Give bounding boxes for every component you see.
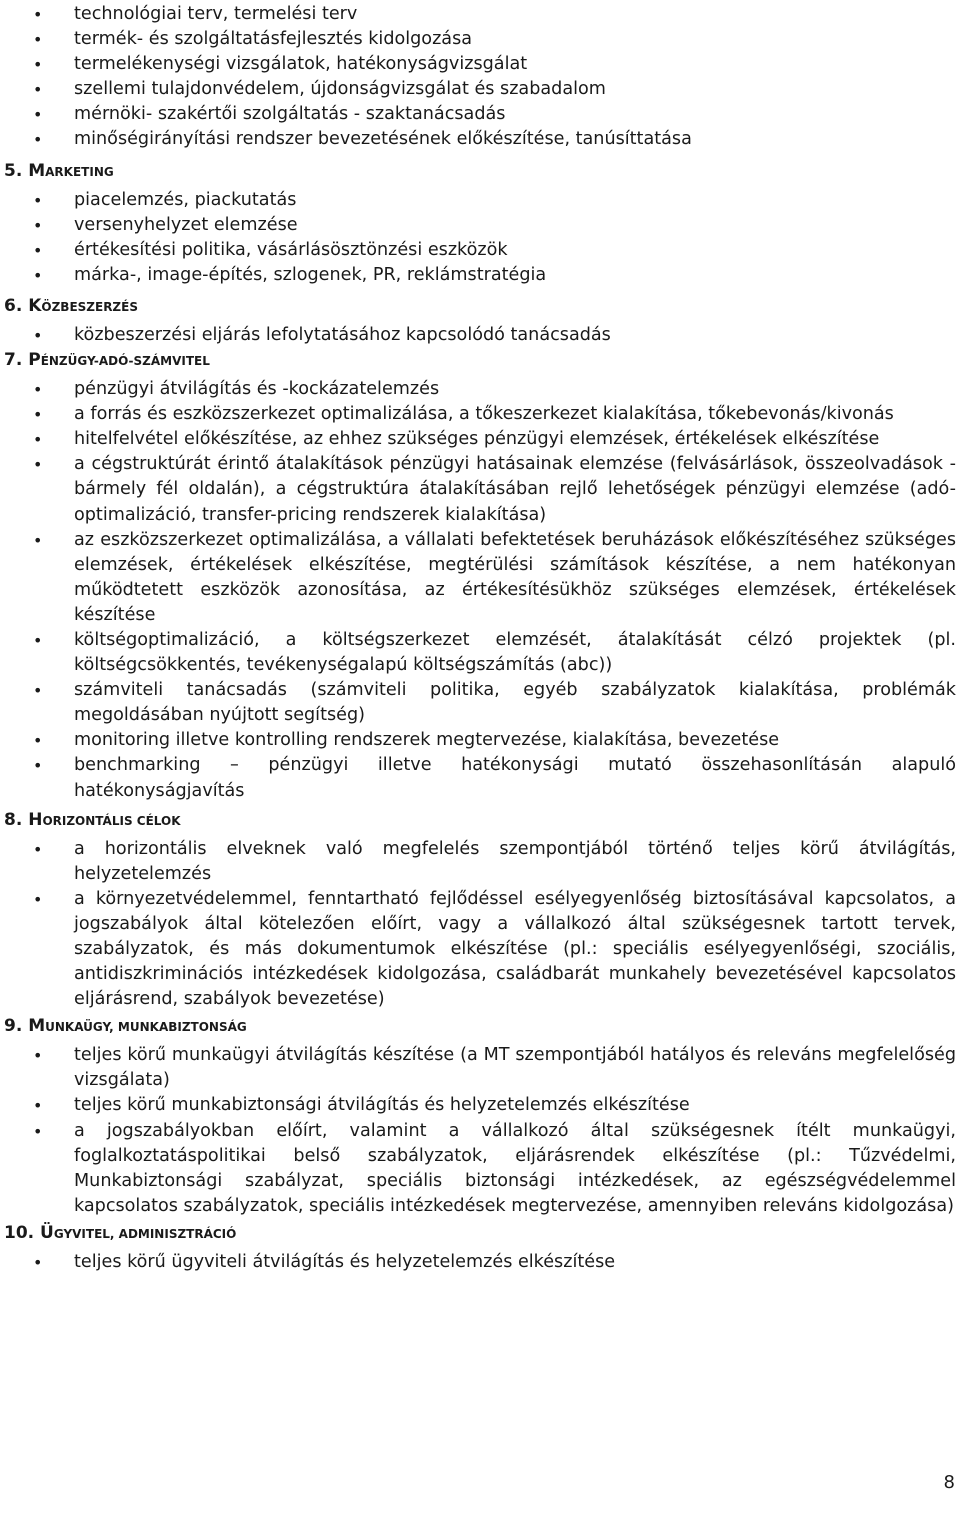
bullet-icon: [33, 1119, 42, 1144]
section-heading: 10. ÜGYVITEL, ADMINISZTRÁCIÓ: [4, 1222, 237, 1243]
list-item: • versenyhelyzet elemzése: [0, 213, 960, 238]
bullet-icon: [33, 452, 42, 477]
bullet-icon: [33, 1043, 42, 1068]
section-list: [0, 323, 960, 348]
list-item: • pénzügyi átvilágítás és -kockázatelemzés: [0, 377, 960, 402]
list-item: • termelékenységi vizsgálatok, hatékonyságvizsgálat: [0, 52, 960, 77]
bullet-icon: [33, 27, 42, 52]
bullet-icon: [33, 323, 42, 348]
bullet-icon: [33, 2, 42, 27]
section-heading: 6. KÖZBESZERZÉS: [4, 295, 138, 316]
list-item: • költségoptimalizáció, a költségszerkezet elemzését, átalakítását célzó projektek (pl. költségcsökkentés, tevékenységalapú költségszámítás (abc)): [0, 628, 960, 678]
list-item: • számviteli tanácsadás (számviteli politika, egyéb szabályzatok kialakítása, problémák megoldásában nyújtott segítség): [0, 678, 960, 728]
bullet-icon: [33, 238, 42, 263]
list-item: • a cégstruktúrát érintő átalakítások pénzügyi hatásainak elemzése (felvásárlások, összeolvadások - bármely fél oldalán), a cégstruktúra átalakításában rejlő lehetőségek pénzügyi elemzése (adó-optimalizáció, transfer-pricing rendszerek kialakítása): [0, 452, 960, 527]
bullet-icon: [33, 678, 42, 703]
list-item: • termék- és szolgáltatásfejlesztés kidolgozása: [0, 27, 960, 52]
list-item: • piacelemzés, piackutatás: [0, 188, 960, 213]
list-item: • technológiai terv, termelési terv: [0, 2, 960, 27]
bullet-icon: [33, 52, 42, 77]
section-list: [0, 1250, 960, 1275]
bullet-icon: [33, 528, 42, 553]
list-item: • a környezetvédelemmel, fenntartható fejlődéssel esélyegyenlőség biztosításával kapcsolatos, a jogszabályok által kötelezően előírt, vagy a vállalkozó által szükségesnek tartott tervek, szabályzatok, és más dokumentumok elkészítése (pl.: speciális esélyegyenlőségi, szociális, antidiszkriminációs intézkedések kidolgozása, családbarát munkahely bevezetésével kapcsolatos eljárásrend, szabályok bevezetése): [0, 887, 960, 1012]
list-item: • teljes körű munkaügyi átvilágítás készítése (a MT szempontjából hatályos és releváns megfelelőség vizsgálata): [0, 1043, 960, 1093]
list-item: • monitoring illetve kontrolling rendszerek megtervezése, kialakítása, bevezetése: [0, 728, 960, 753]
bullet-icon: [33, 188, 42, 213]
bullet-icon: [33, 837, 42, 862]
bullet-icon: [33, 753, 42, 778]
bullet-icon: [33, 887, 42, 912]
list-item: • teljes körű ügyviteli átvilágítás és helyzetelemzés elkészítése: [0, 1250, 960, 1275]
section-heading: 8. HORIZONTÁLIS CÉLOK: [4, 809, 181, 830]
section-heading: 5. MARKETING: [4, 160, 114, 181]
bullet-icon: [33, 213, 42, 238]
list-item: • benchmarking – pénzügyi illetve hatékonysági mutató összehasonlításán alapuló hatékonyságjavítás: [0, 753, 960, 803]
list-item: • az eszközszerkezet optimalizálása, a vállalati befektetések beruházások előkészítéséhez szükséges elemzések, értékelések elkészítése, megtérülési számítások készítése, a nem hatékonyan működtetett eszközök azonosítása, az értékesítésükhöz szükséges elemzések, értékelések készítése: [0, 528, 960, 628]
section-list: [0, 1043, 960, 1219]
bullet-icon: [33, 402, 42, 427]
bullet-icon: [33, 728, 42, 753]
bullet-icon: [33, 377, 42, 402]
list-item: • közbeszerzési eljárás lefolytatásához kapcsolódó tanácsadás: [0, 323, 960, 348]
bullet-icon: [33, 1093, 42, 1118]
list-item: • hitelfelvétel előkészítése, az ehhez szükséges pénzügyi elemzések, értékelések elkészítése: [0, 427, 960, 452]
list-item: • a jogszabályokban előírt, valamint a vállalkozó által szükségesnek ítélt munkaügyi, foglalkoztatáspolitikai belső szabályzatok, eljárásrendek elkészítése (pl.: Tűzvédelmi, Munkabiztonsági szabályzat, speciális biztonsági intézkedések, az egészségvédelemmel kapcsolatos szabályzatok, speciális intézkedések megtervezése, amennyiben releváns kidolgozása): [0, 1119, 960, 1219]
section-list: [0, 188, 960, 288]
list-item: • minőségirányítási rendszer bevezetésének előkészítése, tanúsíttatása: [0, 127, 960, 152]
list-item: • márka-, image-építés, szlogenek, PR, reklámstratégia: [0, 263, 960, 288]
list-item: • szellemi tulajdonvédelem, újdonságvizsgálat és szabadalom: [0, 77, 960, 102]
list-item: • teljes körű munkabiztonsági átvilágítás és helyzetelemzés elkészítése: [0, 1093, 960, 1118]
bullet-icon: [33, 1250, 42, 1275]
intro-list: [0, 2, 960, 153]
list-item: • mérnöki- szakértői szolgáltatás - szaktanácsadás: [0, 102, 960, 127]
bullet-icon: [33, 427, 42, 452]
section-list: [0, 837, 960, 1013]
bullet-icon: [33, 77, 42, 102]
bullet-icon: [33, 628, 42, 653]
list-item: • a horizontális elveknek való megfelelés szempontjából történő teljes körű átvilágítás, helyzetelemzés: [0, 837, 960, 887]
section-list: [0, 377, 960, 804]
page-number: 8: [943, 1472, 955, 1493]
bullet-icon: [33, 263, 42, 288]
list-item: • a forrás és eszközszerkezet optimalizálása, a tőkeszerkezet kialakítása, tőkebevonás/kivonás: [0, 402, 960, 427]
bullet-icon: [33, 102, 42, 127]
section-heading: 9. MUNKAÜGY, MUNKABIZTONSÁG: [4, 1016, 247, 1037]
bullet-icon: [33, 127, 42, 152]
list-item: • értékesítési politika, vásárlásösztönzési eszközök: [0, 238, 960, 263]
section-heading: 7. PÉNZÜGY-ADÓ-SZÁMVITEL: [4, 350, 210, 371]
